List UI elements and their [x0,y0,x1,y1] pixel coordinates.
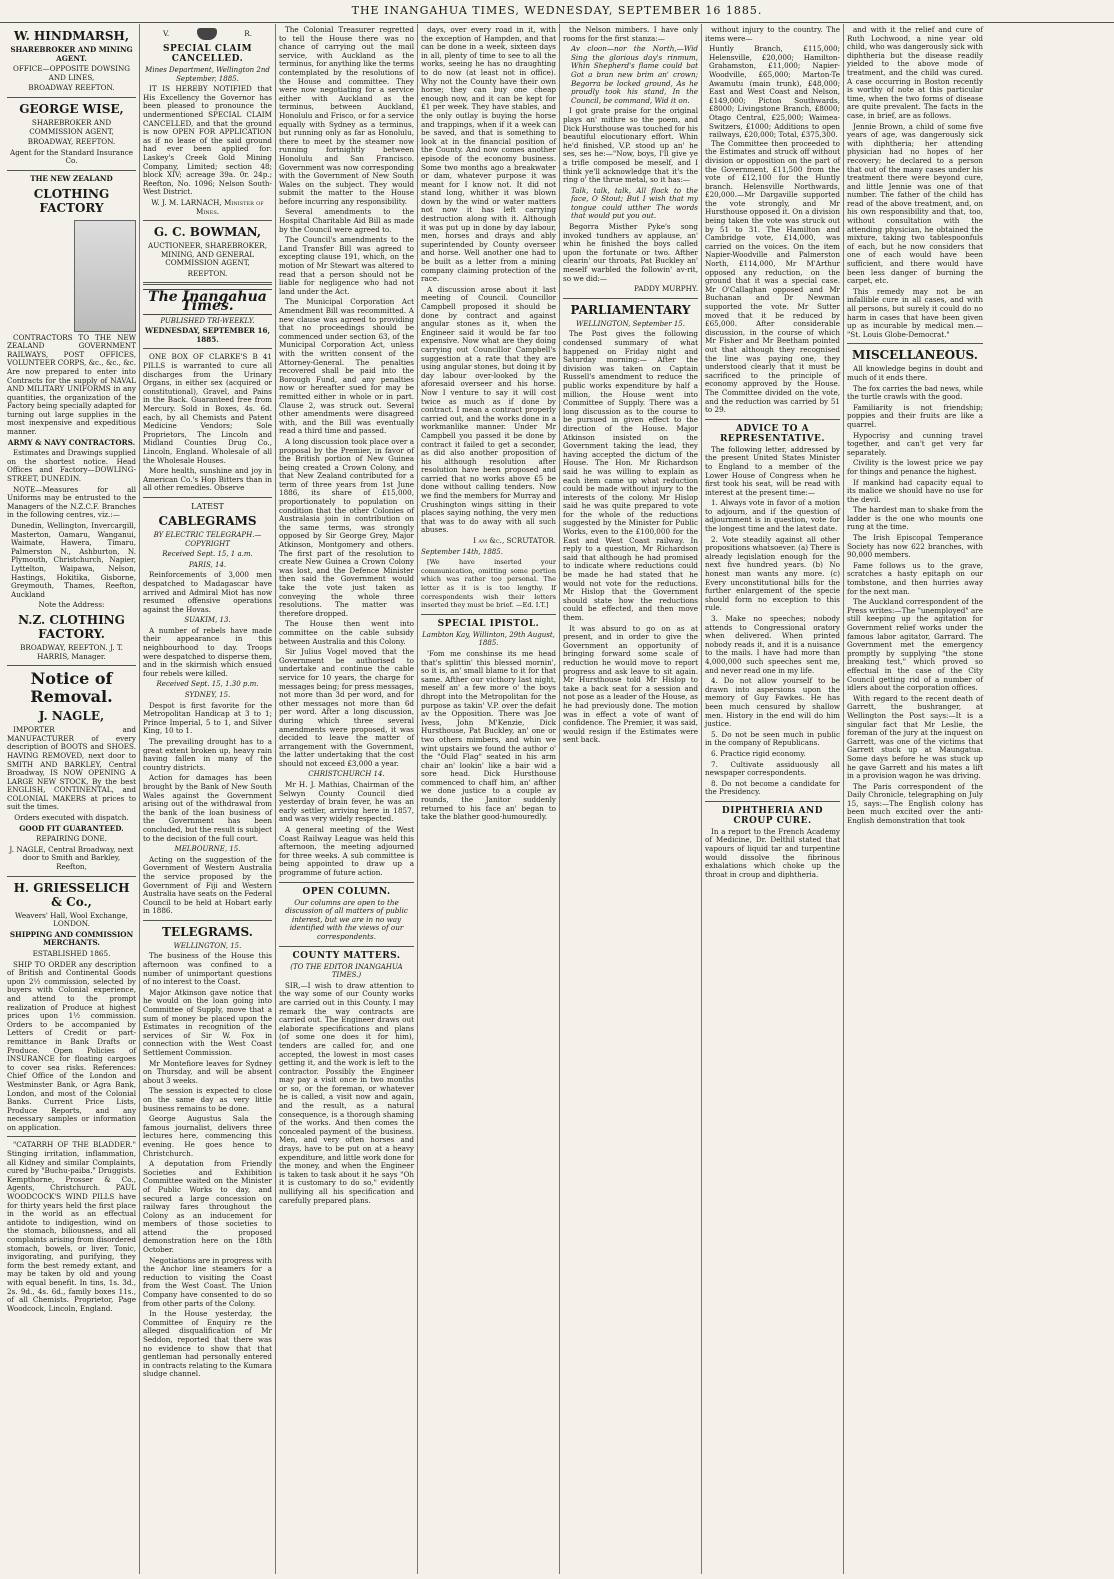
divider [7,1136,136,1137]
telegraph-credit: BY ELECTRIC TELEGRAPH.—COPYRIGHT [153,530,262,548]
uniform-figure-illustration [74,220,136,332]
verse: Av cloon—nor the North,—Wid Sing the glorious day's rinmum, Whin Shepherd's flame could bat Got a bran new brim an' crown; Begorra be locked ground, As he proudly took his stand, In the Council, be command, Wid it on. [571,44,698,105]
telegram-8: In the House yesterday, the Committee of Enquiry re the alleged disqualification of Mr Seddon, reported that there was no evidence to show that that gentleman had personally entered in contracts relating to the Kumara sludge channel. [143,1309,272,1379]
parliament-paragraph: It was absurd to go on as at present, and in order to give the Government an opportunity of bringing forward some scale of reduction he would move to report progress and ask leave to sit again. Mr Hursthouse told Mr Hislop to take a back seat for a session and not pose as a leader of the House, as he had previously done. The motion was in effect a vote of want of confidence. The Premier, it was said, would resign if the Estimates were sent back. [563,623,698,745]
misc-item: The hardest man to shake from the ladder is the one who mounts one rung at the time. [847,505,983,532]
advice-item: 5. Do not be seen much in public in the company of Republicans. [705,729,840,748]
divider [705,419,840,420]
misc-item: The fox carries the bad news, while the turtle crawls with the good. [847,383,983,402]
divider [705,801,840,802]
ipistol-paragraph: 'Fom me conshinse its me head that's splittin' this blessed mornin', so it is, an' small blame to it for that same. Afther our victhory last night, meself an' a few more o' the boys dhropt into the Metropolitan for the purpose as takin' V.P. over the defait av the Opposition. There was Joe Ivess, John M'Kenzie, Dick Hursthouse, Pat Buckley, an' one or two others mimbers, and whin we wint upstairs we found the author o' the "Ould Flag" seated in his arm chair an' lookin' like a bair wid a sore head. Dick Hursthouse commenced to chaff him, an' afther we done justice to a couple av rounds, the Janitor suddenly returned to his face an' began to take the blather good-humouredly. [421,648,556,822]
misc-item: Fame follows us to the grave, scratches a hasty epitaph on our tombstone, and then hurries away for the next man. [847,560,983,596]
diphtheria-paragraph: In a report to the French Academy of Medicine, Dr. Delthil stated that vapours of liquid tar and turpentine would dissolve the fibrinous exhalations which choke up the throat in croup and diphtheria. [705,826,840,879]
ad-clothing-name: CLOTHING FACTORY [33,186,110,215]
advice-item: 2. Vote steadily against all other propositions whatsoever. (a) There is already legislation enough for the next five hundred years. (b) No honest man wants any more. (c) Every unconstitutional bills for the further enlargement of the specie should form no exception to this rule. [705,534,840,613]
divider [421,614,556,615]
advice-item: 7. Cultivate assiduously all newspaper correspondents. [705,759,840,778]
diphtheria-heading: DIPHTHERIA AND CROUP CURE. [721,805,824,826]
divider [143,282,272,285]
ad-clothing-banner: ARMY & NAVY CONTRACTORS. [7,437,136,447]
advice-item: 3. Make no speeches; nobody attends to Congressional oratory when delivered. When printed nobody reads it, and it is a nuisance to the mails. I have had more than 4,000,000 such speeches sent me, and never read one in my life. [705,614,840,675]
telegram-1: The business of the House this afternoon was confined to a number of unimportant questions of no interest to the Coast. [143,951,272,987]
misc-item: Hypocrisy and cunning travel together, and can't get very far separately. [847,430,983,457]
open-column-note: Our columns are open to the discussion of all matters of public interest, but we are in no way identified with the views of our correspondents. [285,897,408,941]
ad-clothing-body: CONTRACTORS TO THE NEW ZEALAND GOVERNMENT RAILWAYS, POST OFFICES, VOLUNTEER CORPS, &c., &c., &c. Are now prepared to enter into Contracts for the supply of NAVAL AND MILITARY UNIFORMS in any quantities, the organization of the Factory being specially adapted for turning out large supplies in the most inexpensive and expeditious manner. [7,332,136,437]
article-paragraph: Mr H. J. Mathias, Chairman of the Selwyn County Council died yesterday of brain fever, he was an early settler, arriving here in 1857, and was very widely respected. [279,780,414,824]
ad-griesselich-body: SHIP TO ORDER any description of British and Continental Goods upon 2½ commission, selected by buyers with Colonial experience, and attend to the prompt realization of Produce at highest prices upon 1½ commission. Orders to be accompanied by Letters of Credit or part-remittance in Bank Drafts or Produce. Open Policies of INSURANCE for floating cargoes to cover sea risks. References: Chief Office of the London and Westminster Bank, or Agra Bank, London, and most of the Colonial Banks. Current Price Lists, Produce Reports, and any necessary samples or information on application. [7,959,136,1132]
notice-nagle-repairs: REPAIRING DONE. [36,834,107,844]
advice-item: 6. Practice rigid economy. [711,748,806,758]
letter-paragraph: SIR,—I wish to draw attention to the way some of our County works are carried out in this County. I may remark the way contracts are carried out. The Engineer draws out elaborate specifications and plans (of some one does it for him), tenders are called for, and one accepted, the lowest in most cases getting it, and the work is left to the contractor. Possibly the Engineer may pay a visit once in two months or so, or the foreman, or whatever he is called, a visit now and again, and the result, as a natural consequence, is a thorough shaming of the works. And then comes the concealed payment of the business. Men, and very often horses and drays, have to be put on at a heavy expenditure, and little work done for the money, and when the Engineer is taken to task about it he says "Oh it is customary to do so," evidently nullifying all his specification and carefully prepared plans. [279,980,414,1205]
diphtheria-paragraph: Jennie Brown, a child of some five years of age, was dangerously sick with diphtheria; her attending physician had no hopes of her recovery; he declared to a person that out of the many cases under his treatment there were beyond cure, and little Jennie was one of that number. The father of the child has read of the above treatment, and, on his own responsibility and that, too, without consultation with the attending physician, he obtained the mixture, taking two tablespoonfuls of each, but he now considers that one of each would have been sufficient, and there would have been less danger of burning the carpet, etc. [847,121,983,286]
cable-5: Action for damages has been brought by the Bank of New South Wales against the Government arising out of the withdrawal from the bank of the loan business of the Government has been concluded, but the result is subject to the decision of the full court. [143,773,272,843]
divider [563,298,698,299]
column-7 [844,24,986,1574]
ad-clothing-pre: THE NEW ZEALAND [30,173,113,183]
notice-nagle-orders: Orders executed with dispatch. [14,813,129,823]
ad-wise-role: SHAREBROKER AND COMMISSION AGENT, [29,117,114,136]
ad-medicines-body: "CATARRH OF THE BLADDER." Stinging irritation, inflammation, all Kidney and similar Complaints, cured by "Buchu-paiba." Druggists. Kempthorne, Prosser & Co., Agents, Christchurch. PAUL WOODCOCK'S WIND PILLS have for thirty years held the first place in the world as an effectual antidote to indigestion, wind on the stomach, biliousness, and all complaints arising from disordered stomach, bowels, or liver. Tonic, invigorating, and purifying, they form the best remedy extant, and may be taken by old and young with equal benefit. In tins, 1s. 3d., 2s. 9d., 4s. 6d., family boxes 11s., of all Chemists. Proprietor, Page Woodcock, Lincoln, England. [7,1140,136,1313]
cable-1: Reinforcements of 3,000 men despatched to Madagascar have arrived and Admiral Miot has now resumed offensive operations against the Hovas. [143,570,272,614]
ad-clothing-note: NOTE—Measures for all Uniforms may be entrusted to the Managers of the N.Z.C.F. Branches in the following centres, viz.:— [7,484,136,520]
divider [279,882,414,883]
editor-note: [We have inserted your communication, omitting some portion which was rather too personal. The letter as it is is too lengthy. If correspondents wish their letters inserted they must be brief. —Ed. I.T.] [421,558,556,610]
divider [7,170,136,171]
ipistol-place: Lambton Kay, Willinton, 29th August, 1885. [422,630,555,648]
miscellaneous-heading: MISCELLANEOUS. [852,348,978,363]
ipistol-paragraph: I got grate praise for the original plays an' mithre so the poem, and Dick Hursthouse was touched for his beautiful elocutionary effort. Whin he'd finished, V.P. stood up an' he ses, ses he:—"Now, boys, I'll give ye a trifle composed be meself, and I think ye'll acknowledge that it's the ring o' the thrue metal, so it has:— [563,106,698,185]
notice-claim-sign: W. J. M. LARNACH, Minister of Mines. [151,197,264,216]
ad-hindmarsh-street: BROADWAY REEFTON. [28,83,115,93]
telegram-7: Negotiations are in progress with the Anchor line steamers for a reduction to visiting the Coast from the West Coast. The Union Company have consented to do so from other parts of the Colony. [143,1255,272,1308]
dateline-wellington: WELLINGTON, 15. [173,941,242,950]
cablegrams-heading: CABLEGRAMS [158,513,257,528]
parliament-paragraph: The Post gives the following condensed summary of what happened on Friday night and Saturday morning:— After the division was taken on Captain Russell's amendment to reduce the public works expenditure by half a million, the House went into Committee of Supply. There was a long discussion as to the course to be pursued in given effect to the direction of the House. Major Atkinson insisted on the Government taking the lead, they having accepted the dictum of the House. The Hon. Mr Richardson said he was willing to explain as each item came up what reduction could be made without injury to the interests of the colony. Mr Hislop said he was quite prepared to vote for the whole of the reductions suggested by the Minister for Public Works, even to the £100,000 for the East and West Coast railway. In reply to a question, Mr Richardson said that although he had promised to indicate where reductions could be made he had stated that he would not vote for the reductions. Mr Hislop that the Government should state how the reductions could be effected, and then move them. [563,329,698,622]
misc-item: Familiarity is not friendship; poppies and their fruits are like a quarrel. [847,402,983,429]
masthead: THE INANGAHUA TIMES, WEDNESDAY, SEPTEMBER 16 1885. [0,0,1114,23]
misc-item: If mankind had capacity equal to its malice we should have no use for the devil. [847,477,983,504]
column-2 [140,24,276,1574]
divider [7,665,136,666]
ad-bowman-role: AUCTIONEER, SHAREBROKER, MINING, AND GENERAL COMMISSION AGENT, [148,241,267,268]
telegram-5: George Augustus Sala the famous journalist, delivers three lectures here, commencing this evening. He goes hence to Christchurch. [143,1114,272,1158]
ad-clothing-towns: Dunedin, Wellington, Invercargill, Masterton, Oamaru, Wanganui, Waimate, Hawera, Timaru, Palmerston N., Ashburton, N. Plymouth, Christchurch, Napier, Lyttelton, Waipawa, Nelson, Hastings, Hokitika, Gisborne, Greymouth, Thames, Reefton, Auckland [11,521,136,599]
ad-griesselich-addr: Weavers' Hall, Wool Exchange, LONDON. [15,910,128,929]
misc-item: With regard to the recent death of Garrett, the bushranger, at Wellington the Post says:—It is a singular fact that Mr Leslie, the foreman of the jury at the inquest on Garrett, was one of the victims that Garrett stuck up at Maungatua. Some days before he was stuck up he gave Garrett and his mates a lift in a provision wagon he was driving. [847,693,983,781]
dateline-melbourne: MELBOURNE, 15. [174,845,241,854]
notice-claim-dept: Mines Department, Wellington 2nd September, 1885. [145,66,270,83]
telegram-2: Major Atkinson gave notice that he would on the loan going into Committee of Supply, move that a sum of money be placed upon the Estimates in recognition of the services of Sir W. Fox in connection with the West Coast Settlement Commission. [143,987,272,1057]
article-paragraph: A long discussion took place over a proposal by the Premier, in favor of the British portion of New Guinea being created a Crown Colony, and that New Zealand contributed for a term of three years from 1st June 1886, its share of £15,000, proportionately to population on condition that the other Colonies of Australasia join in contribution on the same terms, was strongly opposed by Sir George Grey, Major Atkinson, Montgomery and others. The first part of the resolution to create New Guinea a Crown Colony was lost, and the Defence Minister then said the Government would take the vote just taken as conveying the whole three resolutions. The matter was therefore dropped. [279,436,414,618]
ad-wise-agent: Agent for the Standard Insurance Co. [10,147,133,166]
advice-item: 4. Do not allow yourself to be drawn into aspersions upon the memory of Guy Fawkes. He has been much censured by shallow men. History in the end will do him justice. [705,676,840,729]
misc-item: The Paris correspondent of the Daily Chronicle, telegraphing on July 15, says:—The English colony has been much excited over the anti-English demonstration that took [847,781,983,826]
telegram-4: The session is expected to close on the same day as very little business remains to be done. [143,1086,272,1113]
advice-item: 8. Do not become a candidate for the Presidency. [705,778,840,797]
received-1: Received Sept. 15, 1 a.m. [162,550,253,559]
article-paragraph: The Colonial Treasurer regretted to tell the House there was no chance of carrying out the mail service, with Auckland as the terminus, for anything like the terms contemplated by the resolutions of the House and committee. They were now negotiating for a service either with Auckland as the terminus, between Auckland, Honolulu and Frisco, or for a service equally with Sydney as a terminus, but running only as far as Honolulu, there to meet by the steamer now running fortnightly between Honolulu and San Francisco. Government was now corresponding with the Government of New South Wales on the subject. They would submit the matter to the House before incurring any responsibility. [279,25,414,206]
crest-right-letter: R. [244,28,252,38]
cable-2: A number of rebels have made their appearance in this neighbourhood to day. Troops were despatched to disperse them, and in the skirmish which ensued four rebels were killed. [143,625,272,678]
ad-griesselich-name: H. GRIESSELICH & Co., [13,880,130,909]
misc-item: All knowledge begins in doubt and much of it ends there. [847,364,983,382]
divider [143,497,272,498]
ad-griesselich-est: ESTABLISHED 1865. [32,949,111,958]
advice-heading: ADVICE TO A REPRESENTATIVE. [719,423,826,444]
article-paragraph: Several amendments to the Hospital Charitable Aid Bill as made by the Council were agreed to. [279,207,414,234]
article-paragraph: Sir Julius Vogel moved that the Government be authorised to undertake and continue the cable service for 10 years, the charge for messages being; for press messages, not more than 3d per word, and for other messages not more than 6d per word. After a long discussion, during which three several amendments were proposed, it was decided to leave the matter of arrangement with the Government, the latter undertaking that the cost should not exceed £3,000 a year. [279,647,414,768]
paper-title: The Inangahua Times. [143,289,272,314]
notice-claim-title: SPECIAL CLAIM CANCELLED. [162,44,253,64]
open-column-heading: OPEN COLUMN. [302,886,391,897]
divider [847,343,983,344]
article-paragraph: A general meeting of the West Coast Railway League was held this afternoon, the meeting adjourned for three weeks. A sub committee is being appointed to draw up a programme of future action. [279,825,414,877]
latest-label: LATEST [191,501,224,511]
ad-hops-body: More health, sunshine and joy in American Co.'s Hop Bitters than in all other remedies. Observe [143,466,272,493]
article-paragraph: The Council's amendments to the Land Transfer Bill was agreed to excepting clause 191, which, on the motion of Mr Stewart was altered to read that a person should not be liable for negligence who had not land under the Act. [279,235,414,296]
notice-nagle-name: J. NAGLE, [38,709,105,724]
dateline-sydney: SYDNEY, 15. [184,691,231,700]
railway-items-list: Huntly Branch, £115,000; Helensville, £20,000; Hamilton-Grahamston, £11,000; Napier-Woodville, £65,000; Marton-Te Awamutu (main trunk), £48,000; East and West Coast and Nelson, £149,000; Picton Southwards, £8000; Livingstone Branch, £8000; Otago Central, £25,000; Waimea-Switzers, £1000; Additions to open railways, £20,000; Total, £375,300. [709,44,840,140]
parliament-paragraph: without injury to the country. The items were— [705,25,840,43]
letter-paragraph: A discussion arose about it last meeting of Council. Councillor Campbell proposed it should be done by contract and against angular stones as it, when the Engineer said it would be far too expensive. Now what are they doing carrying out Councillor Campbell's suggestion at a rate that they are using angular stones, but doing it by day labour over-looked by the aforesaid overseer and his horse. Now I venture to say it will cost twice as much as if done by contract. I mean a contract properly carried out, and the works done in a workmanlike manner. Under Mr Campbell you passed it be done by contract it failed to get a seconder, as did also another proposition of his although resolution after resolution have been proposed and carried that no works above £5 be done without calling tenders. Now we find the members for Murray and Crushington wings sitting in their places saying nothing, the very men that was to do away with all such abuses. [421,284,556,535]
column-4 [418,24,560,1574]
divider [143,348,272,349]
ad-hindmarsh-name: W. HINDMARSH, [13,29,130,43]
column-5 [560,24,702,1574]
telegram-6: A deputation from Friendly Societies and Exhibition Committee waited on the Minister of Public Works to day, and secured a large concession on railway fares throughout the Colony as an inducement for members of those societies to attend the proposed demonstration here on the 18th October. [143,1159,272,1255]
column-3 [276,24,418,1574]
diphtheria-paragraph: and with it the relief and cure of Ruth Lochwood, a nine year old child, who was dangerously sick with diphtheria but the disease readily yielded to the above mode of treatment, and the child was cured. A case occurring in Boston recently is worthy of note at this particular time, when the two forms of disease are quite prevalent. The facts in the case, in brief, are as follows. [847,25,983,120]
dateline-christchurch: CHRISTCHURCH 14. [308,770,385,779]
divider [7,97,136,98]
received-2: Received Sept. 15, 1.30 p.m. [156,680,259,689]
ad-clothing-addr-label: Note the Address: [38,600,105,610]
divider [279,946,414,947]
letter-date: September 14th, 1885. [421,547,503,556]
divider [143,920,272,921]
article-paragraph: The Municipal Corporation Act Amendment Bill was recommitted. A new clause was agreed to providing that no proceedings should be commenced under section 63, of the Municipal Corporation Act, unless with the written consent of the Attorney-General. The penalties recovered shall be paid into the Borough Fund, and any penalties now or hereafter sued for may be remitted either in whole or in part. Clause 2, was struck out. Several other amendments were disagreed with, and the Bill was eventually read a third time and passed. [279,297,414,436]
dateline-paris: PARIS, 14. [188,560,227,569]
ad-clothing-addr: N.Z. CLOTHING FACTORY. [18,612,125,641]
cable-6: Acting on the suggestion of the Government of Western Australia the service proposed by the Government of Fiji and Western Australia have seats on the Federal Council to be held at Hobart early in 1886. [143,854,272,916]
ad-hindmarsh-addr: OFFICE—OPPOSITE DOWSING AND LINES, [12,64,131,82]
royal-crest-icon [197,28,217,40]
article-paragraph: The House then went into committee on the cable subsidy between Australia and this Colony. [279,619,414,646]
ipistol-paragraph: the Nelson mimbers. I have only rooms for the first stanza:— [563,25,698,43]
divider [7,876,136,877]
ad-wise-addr: BROADWAY, REEFTON. [27,137,116,147]
telegrams-heading: TELEGRAMS. [162,924,253,939]
advice-item: 1. Always vote in favor of a motion to adjourn, and if the question of adjournment is in question, vote for the longest time and the latest date. [705,498,840,534]
ad-clothing-tail: Estimates and Drawings supplied on the shortest notice. Head Offices and Factory—DOWLING-STREET, DUNEDIN. [7,448,136,484]
letter-paragraph: days, over every road in it, with the exception of Hampden, and that can be done in a week, sixteen days in all, plenty of time to see to all the works, seeing he has no draughting to do now (at least not in office). Why not the County have their own horse; they can buy one cheap enough now, and it can be kept for £1 per week. They have stables, and the only outlay is buying the horse and trappings, when if it a week can be saved, and that is something to look at in the financial position of the County. And now comes another episode of the economy business. Some two months ago a breakwater or dam, whatever purpose it was meant for I know not. It did not stand long, whither it was blown down by the wind or water matters not now it has left carrying destruction along with it. Although it was put up in done by day labour, men, horses and drays and ably superintended by County overseer and horse. Well another one had to be built as a letter from a mining company claiming protection of the race. [421,25,556,284]
notice-removal-title: Notice of Removal. [30,669,113,707]
ipistol-signature: PADDY MURPHY. [634,284,698,294]
special-ipistol-heading: SPECIAL IPISTOL. [437,618,540,629]
cable-4: The prevailing drought has to a great extent broken up, heavy rain having fallen in many of the country districts. [143,737,272,772]
ad-wise-name: GEORGE WISE, [19,101,124,116]
column-1 [4,24,140,1574]
advice-intro: The following letter, addressed by the present United States Minister to England to a member of the Lower House of Congress when he first took his seat, will be read with interest at the present time:— [705,444,840,497]
letter-signature: I am &c., SCRUTATOR. [473,536,556,546]
county-matters-heading: COUNTY MATTERS. [292,950,401,961]
column-6 [702,24,844,1574]
ad-griesselich-role: SHIPPING AND COMMISSION MERCHANTS. [9,929,134,948]
misc-item: The Auckland correspondent of the Press writes:—The "unemployed" are still keeping up the agitation for Government relief works under the famous labor agitator, Garrard. The Government met the emergency promptly by supplying "the stone breaking test," which proved so effectual in the case of the City Council getting rid of a number of idlers about the corporation offices. [847,597,983,693]
verse: Talk, talk, talk, All flock to the face, O Stout; But I wish that my tongue could utther The words that would put you out. [571,185,698,221]
cable-3: Despot is first favorite for the Metropolitan Handicap at 3 to 1; Prince Imperial, 5 to 1, and Silver King, 10 to 1. [143,700,272,736]
telegram-3: Mr Montefiore leaves for Sydney on Thursday, and will be absent about 3 weeks. [143,1058,272,1085]
divider [143,220,272,221]
notice-nagle-body: IMPORTER and MANUFACTURER of every description of BOOTS and SHOES. HAVING REMOVED, next door to SMITH AND BARKLEY, Central Broadway, IS NOW OPENING A LARGE NEW STOCK, By the best ENGLISH, CONTINENTAL, and COLONIAL MAKERS at prices to suit the times. [7,725,136,812]
ad-bowman-town: REEFTON. [187,268,228,278]
paper-subtitle: PUBLISHED TRI-WEEKLY. [160,316,255,325]
parliamentary-heading: PARLIAMENTARY [570,302,691,317]
crest-left-letter: V. [163,28,170,38]
misc-item: The Irish Episcopal Temperance Society has now 622 branches, with 90,000 members. [847,533,983,560]
dateline-wellington: WELLINGTON, September 15. [576,319,685,328]
ad-pills-body: ONE BOX OF CLARKE'S B 41 PILLS is warranted to cure all discharges from the Urinary Organs, in either sex (acquired or constitutional), Gravel, and Pains in the Back. Guaranteed free from Mercury. Sold in Boxes, 4s. 6d. each, by all Chemists and Patent Medicine Vendors; Sole Proprietors, The Lincoln and Midland Counties Drug Co., Lincoln, England. Wholesale of all the Wholesale Houses. [143,352,272,465]
newspaper-page [4,24,1110,1576]
ad-clothing-addr2: BROADWAY, REEFTON. J. T. HARRIS, Manager. [20,642,123,661]
dateline-suakim: SUAKIM, 13. [184,616,231,625]
notice-claim-body: IT IS HEREBY NOTIFIED that His Excellency the Governor has been pleased to pronounce the undermentioned SPECIAL CLAIM CANCELLED, and that the ground is now OPEN FOR APPLICATION as if no lease of the said ground had ever been applied for: Laskey's Creek Gold Mining Company, Limited; section 48; block XIV; acreage 39a. 0r. 24p.; Reefton, No. 1096; Nelson South-West District. [143,84,272,197]
ad-bowman-name: G. C. BOWMAN, [153,225,262,240]
notice-nagle-fit: GOOD FIT GUARANTEED. [19,823,124,833]
misc-item: Civility is the lowest price we pay for things and penance the highest. [847,458,983,476]
diphtheria-paragraph: This remedy may not be an infallible cure in all cases, and with all persons, but surely it could do no harm in cases that have been given up as incurable by medical men.— "St. Louis Globe-Democrat." [847,286,983,339]
notice-nagle-sign: J. NAGLE, Central Broadway, next door to Smith and Barkley, Reefton, [9,844,134,872]
ad-hindmarsh-role: SHAREBROKER AND MINING AGENT. [10,45,133,63]
paper-date: WEDNESDAY, SEPTEMBER 16, 1885. [144,326,271,344]
to-editor: (TO THE EDITOR INANGAHUA TIMES.) [290,962,403,980]
ipistol-paragraph: Begorra Misther Pyke's song invoked tundhers av applause, an' whin he finished the boys called upon the fortunate or two. Afther clearin' our throats, Pat Buckley an' meself warbled the followin' av-rit, so we did:— [563,222,698,283]
parliament-paragraph: The Committee then proceeded to the Estimates and struck off without division or opposition on the part of the Government, £11,500 from the vote of £12,100 for the Huntly branch. Helensville Northwards, £20,000.—Mr Dargaville supported the vote strongly, and Mr Hursthouse opposed it. On a division being taken the vote was struck out by 51 to 31. The Hamilton and Cambridge vote, £14,000, was carried on the voices. On the item Napier-Woodville and Palmerston North, £114,000, Mr M'Arthur opposed any reduction, on the ground that it was a special case. Mr O'Callaghan opposed and Mr Buchanan and Dr Newman supported the vote. Mr Sutter moved that it be reduced by £65,000. After considerable discussion, in the course of which Mr Fisher and Mr Beetham pointed out that although they recognised the line was paying one, they understood clearly that it must be sacrificed to the principle of economy approved by the House. The Committee divided on the vote, and the reduction was carried by 51 to 29. [705,138,840,415]
